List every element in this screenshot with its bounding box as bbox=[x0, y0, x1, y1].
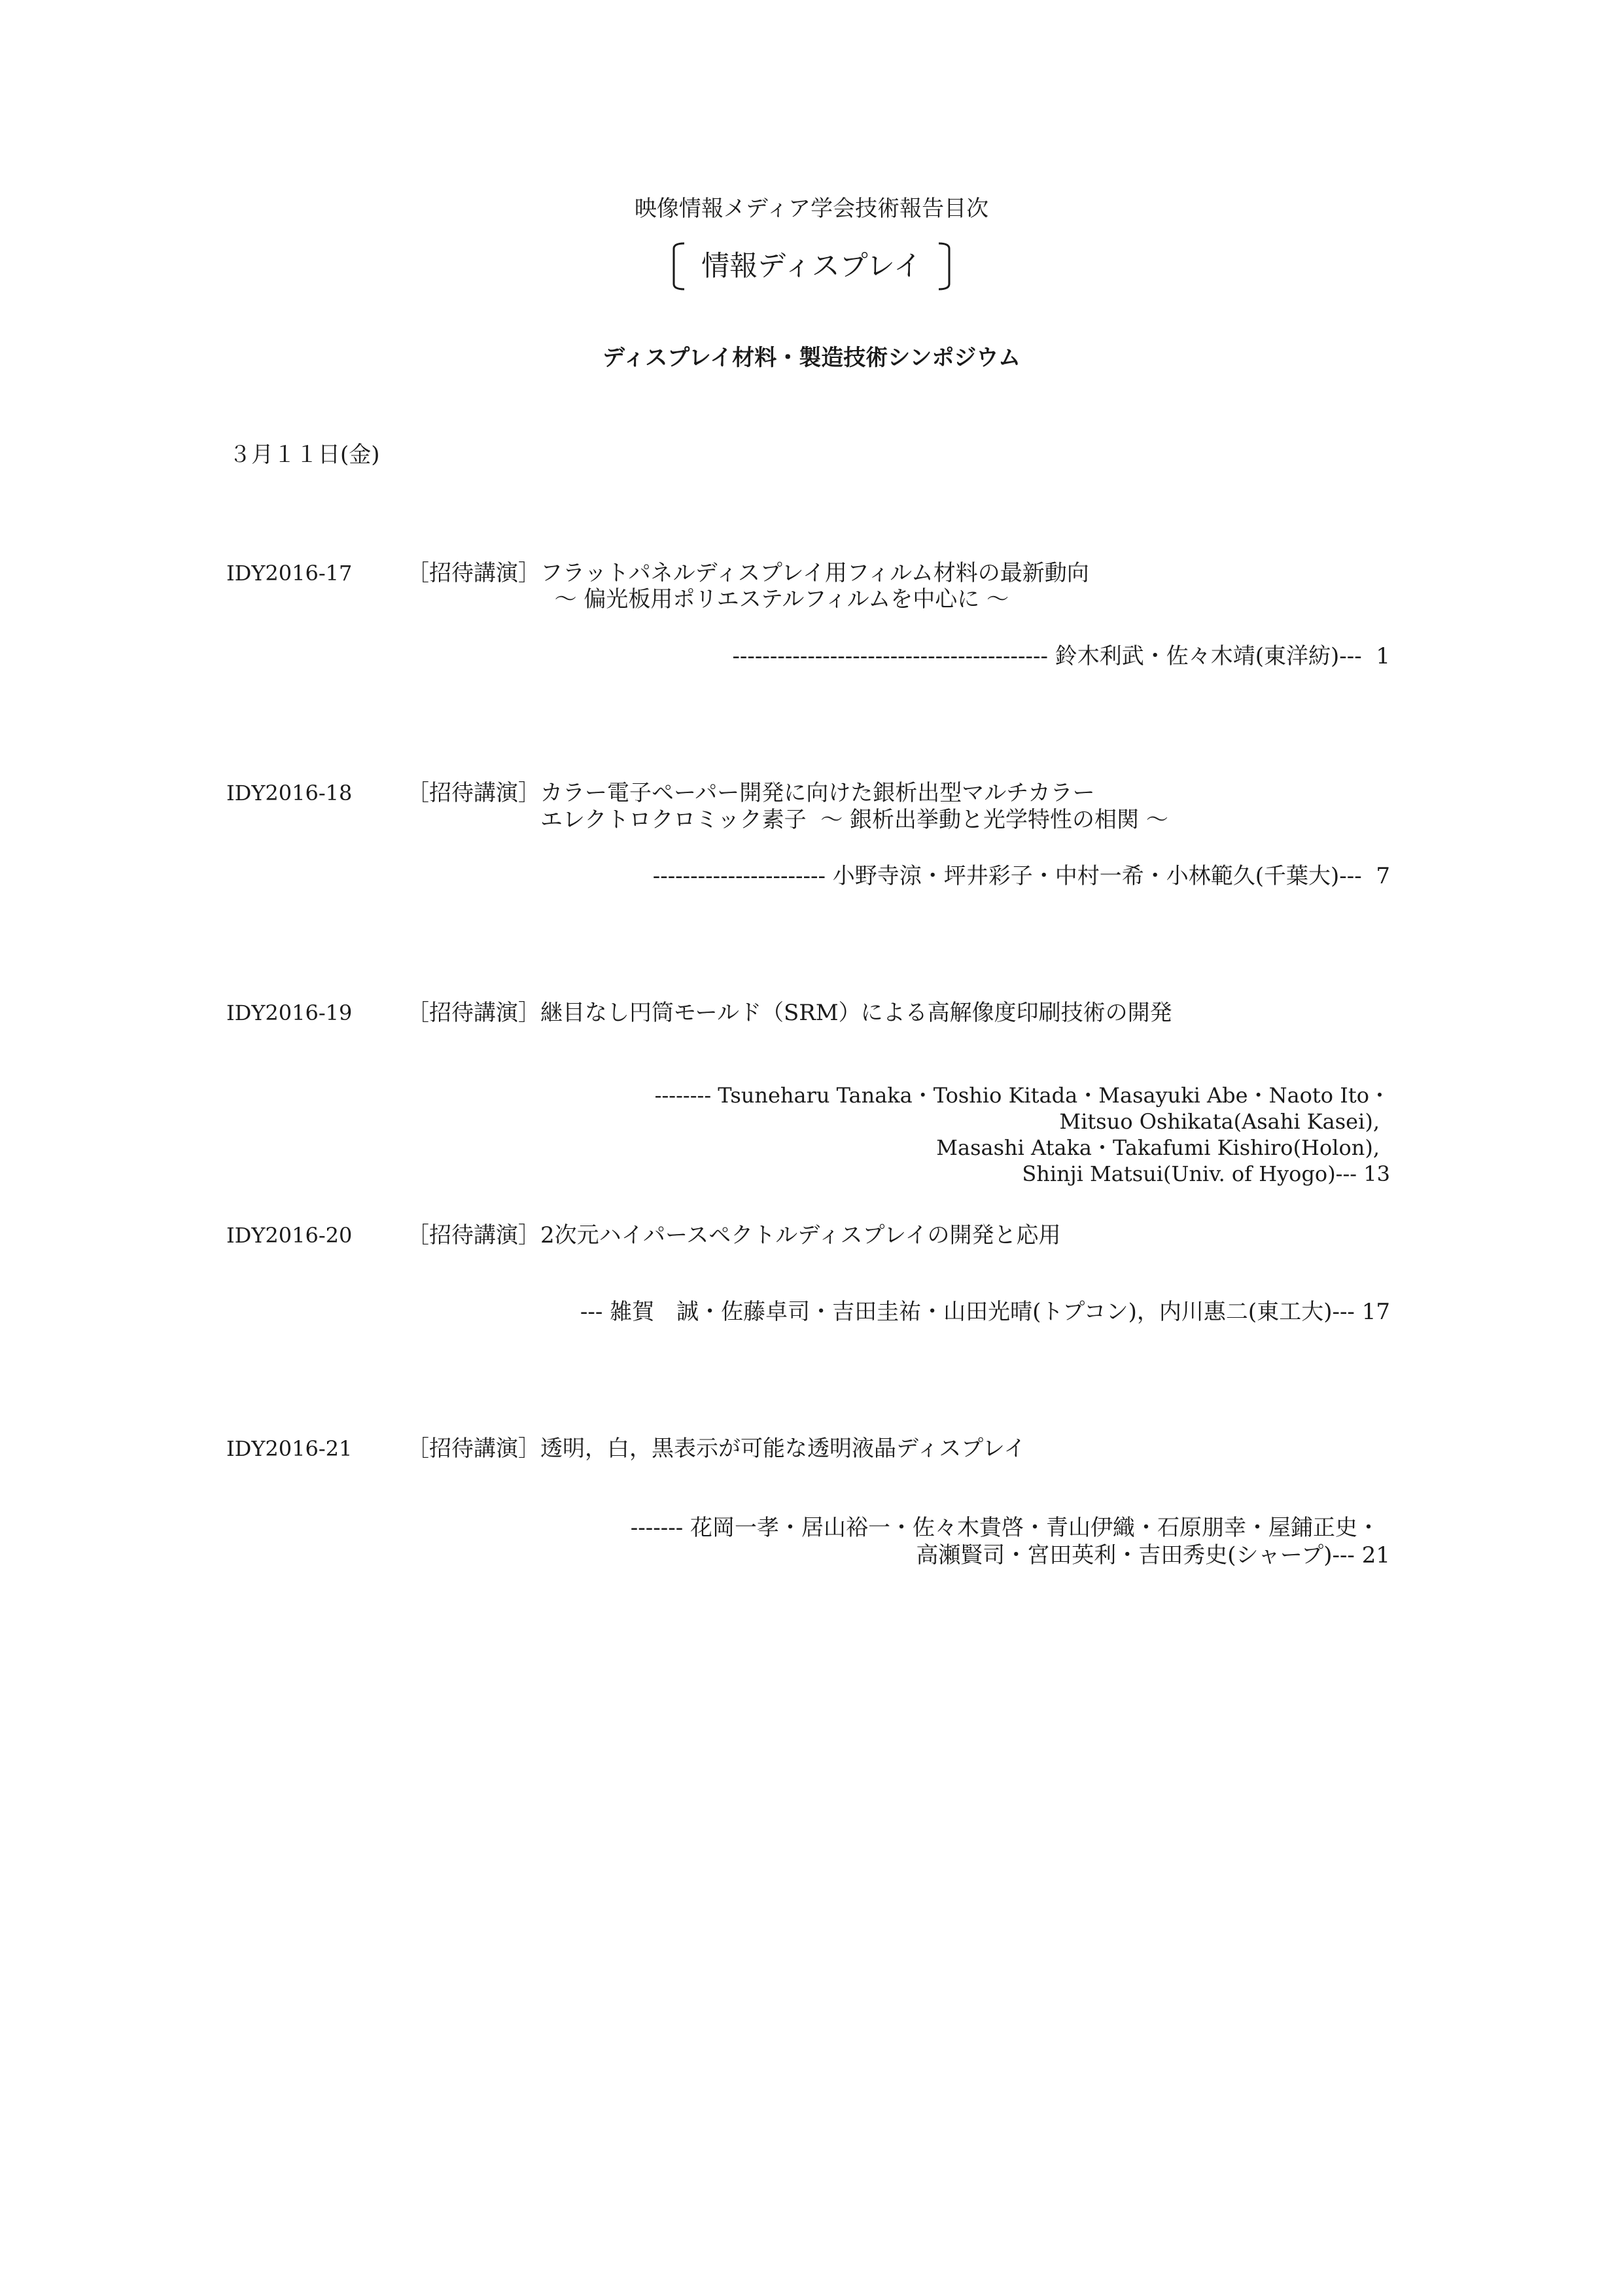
page-title: 映像情報メディア学会技術報告目次 bbox=[634, 196, 989, 222]
subtitle-block bbox=[0, 242, 1623, 291]
entry-id: IDY2016-18 bbox=[226, 781, 353, 805]
entry-id: IDY2016-20 bbox=[226, 1223, 353, 1248]
entry-title-line: ～ 偏光板用ポリエステルフィルムを中心に ～ bbox=[540, 586, 1009, 612]
entry-tag: ［招待講演］ bbox=[407, 560, 540, 586]
entry-title-line: 2次元ハイパースペクトルディスプレイの開発と応用 bbox=[540, 1222, 1061, 1248]
entry-tag: ［招待講演］ bbox=[407, 1000, 540, 1026]
left-bracket-icon bbox=[670, 242, 687, 291]
entry-title-line: 継目なし円筒モールド（SRM）による高解像度印刷技術の開発 bbox=[540, 1000, 1172, 1026]
entry-authors: Shinji Matsui(Univ. of Hyogo)--- 13 bbox=[1022, 1161, 1390, 1186]
entry-title-line: カラー電子ペーパー開発に向けた銀析出型マルチカラー bbox=[540, 780, 1095, 806]
entry-id: IDY2016-21 bbox=[226, 1436, 353, 1461]
entry-tag: ［招待講演］ bbox=[407, 1436, 540, 1462]
entry-authors: ----------------------- 小野寺涼・坪井彩子・中村一希・小林範久(千葉大)--- 7 bbox=[652, 863, 1390, 889]
entry-title-line: フラットパネルディスプレイ用フィルム材料の最新動向 bbox=[540, 560, 1089, 586]
entry-authors: ------------------------------------------ 鈴木利武・佐々木靖(東洋紡)--- 1 bbox=[732, 643, 1390, 669]
entry-title-line: エレクトロクロミック素子 ～ 銀析出挙動と光学特性の相関 ～ bbox=[540, 807, 1168, 833]
entry-authors: ------- 花岡一孝・居山裕一・佐々木貴啓・青山伊織・石原朋幸・屋鋪正史・ bbox=[630, 1515, 1380, 1541]
entry-authors: 高瀬賢司・宮田英利・吉田秀史(シャープ)--- 21 bbox=[916, 1542, 1390, 1568]
entry-id: IDY2016-19 bbox=[226, 1000, 353, 1025]
session-date: ３月１１日(金) bbox=[229, 442, 380, 468]
entry-authors: Mitsuo Oshikata(Asahi Kasei), bbox=[1059, 1109, 1380, 1134]
entry-authors: -------- Tsuneharu Tanaka・Toshio Kitada・Masayuki Abe・Naoto Ito・ bbox=[654, 1083, 1390, 1108]
subtitle: 情報ディスプレイ bbox=[701, 249, 922, 283]
symposium-title: ディスプレイ材料・製造技術シンポジウム bbox=[602, 345, 1021, 371]
entry-id: IDY2016-17 bbox=[226, 561, 353, 586]
entry-title-line: 透明，白，黒表示が可能な透明液晶ディスプレイ bbox=[540, 1436, 1026, 1462]
entry-tag: ［招待講演］ bbox=[407, 1222, 540, 1248]
entry-tag: ［招待講演］ bbox=[407, 780, 540, 806]
entry-authors: Masashi Ataka・Takafumi Kishiro(Holon), bbox=[936, 1135, 1380, 1160]
entry-authors: --- 雑賀 誠・佐藤卓司・吉田圭祐・山田光晴(トプコン)，内川惠二(東工大)--- 17 bbox=[580, 1299, 1390, 1325]
right-bracket-icon bbox=[936, 242, 953, 291]
